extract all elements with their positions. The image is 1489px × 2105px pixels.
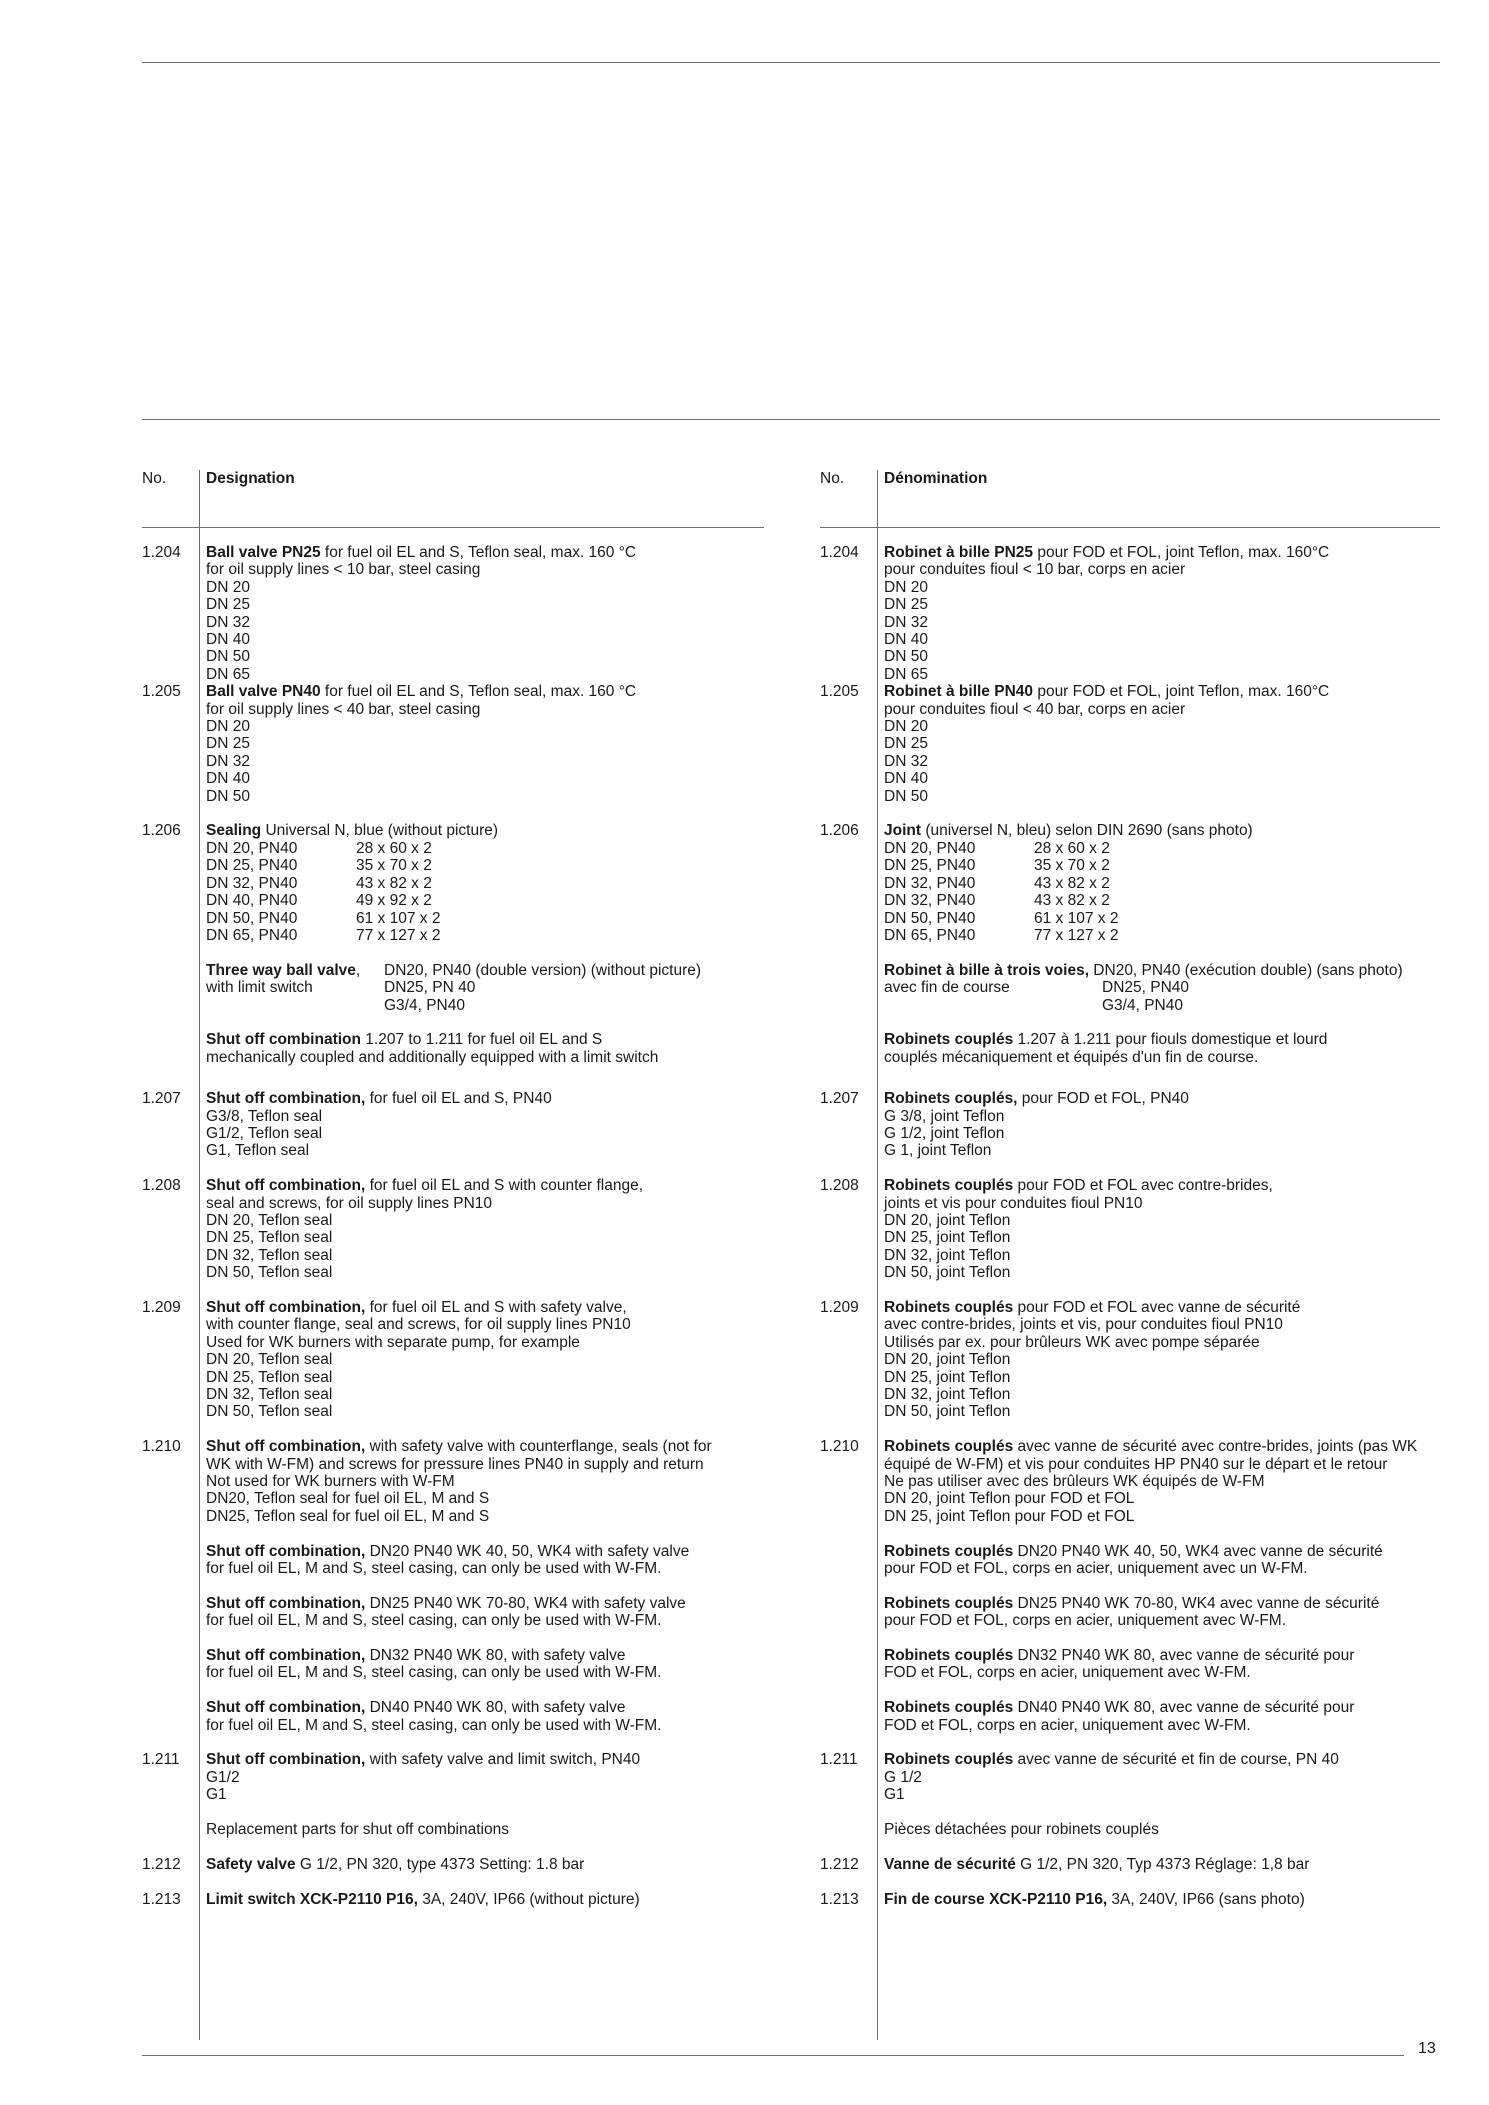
item-desc: pour FOD et FOL avec contre-brides,	[1013, 1177, 1273, 1195]
item-line: pour FOD et FOL, corps en acier, uniquement avec W-FM.	[884, 1612, 1287, 1630]
item-number: 1.206	[142, 822, 181, 840]
item-number: 1.210	[142, 1438, 181, 1456]
three-way-title: Robinet à bille à trois voies,	[884, 961, 1089, 979]
item-line: G3/8, Teflon seal	[206, 1107, 323, 1125]
item-title-line	[206, 822, 764, 839]
three-way-title-cell	[206, 962, 384, 979]
section-rule	[142, 419, 1440, 420]
table-header	[820, 466, 1440, 528]
seal-row	[884, 927, 1440, 944]
item-title-line	[884, 1751, 1440, 1768]
item-line: DN25, Teflon seal for fuel oil EL, M and S	[206, 1507, 490, 1525]
header-no: No.	[820, 470, 845, 487]
item-line: Ne pas utiliser avec des brûleurs WK équipés de W-FM	[884, 1473, 1265, 1491]
item-title: Shut off combination	[206, 1031, 361, 1049]
item-title: Robinets couplés	[884, 1438, 1014, 1456]
dn-line: DN 20	[884, 718, 928, 736]
item-desc: with safety valve with counterflange, seals (not for	[365, 1438, 712, 1456]
three-way-variant: DN20, PN40 (exécution double) (sans photo)	[1089, 961, 1403, 979]
item-1209	[820, 1299, 1440, 1421]
seal-row	[206, 840, 764, 857]
three-way-title: Three way ball valve	[206, 961, 356, 979]
item-desc: for fuel oil EL and S with safety valve,	[365, 1298, 627, 1316]
three-way-variant: DN20, PN40 (double version) (without picture)	[384, 961, 702, 979]
item-1210	[142, 1438, 764, 1525]
item-desc: DN20 PN40 WK 40, 50, WK4 with safety valve	[365, 1542, 690, 1560]
item-line: mechanically coupled and additionally equipped with a limit switch	[206, 1048, 659, 1066]
item-title-line	[206, 1177, 764, 1194]
seal-row	[884, 857, 1440, 874]
item-title: Robinets couplés	[884, 1298, 1014, 1316]
item-title: Robinets couplés	[884, 1177, 1014, 1195]
seal-size: 28 x 60 x 2	[1034, 839, 1110, 857]
item-title: Robinet à bille PN25	[884, 544, 1034, 561]
item-title: Robinets couplés,	[884, 1090, 1018, 1108]
dn-line: DN 25	[206, 735, 250, 753]
item-line: for oil supply lines < 10 bar, steel casing	[206, 561, 481, 579]
dn-line: DN 50	[884, 648, 928, 666]
dn-line: DN 40	[884, 770, 928, 788]
item-number: 1.206	[820, 822, 859, 840]
item-number: 1.209	[142, 1298, 181, 1316]
item-line: DN 20, Teflon seal	[206, 1211, 333, 1229]
seal-row	[206, 875, 764, 892]
dn-line: DN 25	[884, 596, 928, 614]
item-1207	[142, 1090, 764, 1160]
top-rule	[142, 62, 1440, 63]
item-1206	[142, 822, 764, 944]
item-title: Robinets couplés	[884, 1031, 1014, 1049]
item-title: Robinets couplés	[884, 1751, 1014, 1769]
item-title: Robinets couplés	[884, 1647, 1014, 1665]
item-1204	[142, 544, 764, 683]
replacement-parts-heading	[142, 1821, 764, 1838]
item-number: 1.208	[820, 1177, 859, 1195]
item-line: joints et vis pour conduites fioul PN10	[884, 1194, 1143, 1212]
item-line: for fuel oil EL, M and S, steel casing, can only be used with W-FM.	[206, 1612, 662, 1630]
seal-dn: DN 50, PN40	[884, 909, 976, 927]
table-header	[142, 466, 764, 528]
three-way-variant: DN25, PN40	[1102, 979, 1190, 997]
item-1211	[142, 1751, 764, 1803]
item-title: Shut off combination,	[206, 1177, 366, 1195]
item-title: Fin de course XCK-P2110 P16,	[884, 1890, 1108, 1908]
item-number: 1.207	[820, 1090, 859, 1108]
item-title-line	[884, 1891, 1440, 1908]
seal-row	[206, 892, 764, 909]
three-way-sub: avec fin de course	[884, 979, 1010, 997]
item-title-line	[884, 1299, 1440, 1316]
item-line: DN 50, joint Teflon	[884, 1403, 1011, 1421]
item-title: Robinets couplés	[884, 1542, 1014, 1560]
item-title-line	[884, 683, 1440, 700]
item-1205	[142, 683, 764, 805]
item-line: pour conduites fioul < 10 bar, corps en acier	[884, 561, 1186, 579]
shutoff-variant	[142, 1595, 764, 1630]
item-title-line	[884, 1595, 1440, 1612]
item-line: DN 25, joint Teflon pour FOD et FOL	[884, 1507, 1135, 1525]
item-1207	[820, 1090, 1440, 1160]
item-desc: DN40 PN40 WK 80, avec vanne de sécurité pour	[1013, 1699, 1355, 1717]
item-line: DN 20, joint Teflon	[884, 1351, 1011, 1369]
item-number: 1.204	[142, 544, 181, 561]
item-title: Robinet à bille PN40	[884, 683, 1034, 701]
item-line: DN 25, Teflon seal	[206, 1368, 333, 1386]
seal-dn: DN 40, PN40	[206, 892, 298, 910]
item-line: FOD et FOL, corps en acier, uniquement avec W-FM.	[884, 1664, 1251, 1682]
item-line: DN 32, Teflon seal	[206, 1246, 333, 1264]
item-desc: DN25 PN40 WK 70-80, WK4 with safety valve	[365, 1594, 686, 1612]
item-desc: (universel N, bleu) selon DIN 2690 (sans photo)	[921, 822, 1253, 840]
item-title-line	[206, 1031, 764, 1048]
seal-dn: DN 50, PN40	[206, 909, 298, 927]
item-desc: avec vanne de sécurité avec contre-brides, joints (pas WK	[1013, 1438, 1418, 1456]
item-number: 1.208	[142, 1177, 181, 1195]
item-line: DN 25, joint Teflon	[884, 1368, 1011, 1386]
item-title-line	[206, 1438, 764, 1455]
item-line: pour conduites fioul < 40 bar, corps en acier	[884, 700, 1186, 718]
item-line: DN 32, joint Teflon	[884, 1386, 1011, 1404]
item-1210	[820, 1438, 1440, 1525]
seal-size: 77 x 127 x 2	[1034, 926, 1119, 944]
three-way-comma: ,	[355, 961, 361, 979]
item-line: Used for WK burners with separate pump, for example	[206, 1333, 580, 1351]
seal-size: 43 x 82 x 2	[356, 874, 432, 892]
item-desc: 3A, 240V, IP66 (sans photo)	[1107, 1890, 1305, 1908]
seal-size: 35 x 70 x 2	[1034, 857, 1110, 875]
item-line: G1	[206, 1786, 227, 1804]
dn-line: DN 32	[206, 613, 250, 631]
item-line: G1/2, Teflon seal	[206, 1124, 323, 1142]
item-title-line	[206, 1699, 764, 1716]
seal-row	[206, 927, 764, 944]
page-number: 13	[1418, 2040, 1436, 2057]
three-way-sub: with limit switch	[206, 979, 313, 997]
table-body	[820, 528, 1440, 1908]
item-1209	[142, 1299, 764, 1421]
item-line: for fuel oil EL, M and S, steel casing, can only be used with W-FM.	[206, 1560, 662, 1578]
three-way-row	[884, 997, 1440, 1014]
item-line: DN 50, Teflon seal	[206, 1264, 333, 1282]
item-title: Ball valve PN40	[206, 683, 321, 701]
item-title: Shut off combination,	[206, 1438, 366, 1456]
item-title: Shut off combination,	[206, 1751, 366, 1769]
item-desc: pour FOD et FOL, PN40	[1017, 1090, 1189, 1108]
item-title-line	[884, 1177, 1440, 1194]
item-number: 1.212	[820, 1855, 859, 1873]
header-no: No.	[142, 470, 167, 487]
item-number: 1.211	[820, 1751, 858, 1769]
item-title-line	[206, 683, 764, 700]
item-1211	[820, 1751, 1440, 1803]
seal-row	[206, 857, 764, 874]
three-way-row	[206, 997, 764, 1014]
item-desc: DN20 PN40 WK 40, 50, WK4 avec vanne de sécurité	[1013, 1542, 1383, 1560]
item-line: G 1/2, joint Teflon	[884, 1124, 1005, 1142]
shutoff-variant	[820, 1595, 1440, 1630]
dn-line: DN 65	[206, 665, 250, 683]
seal-size: 77 x 127 x 2	[356, 926, 441, 944]
item-line: pour FOD et FOL, corps en acier, uniquement avec un W-FM.	[884, 1560, 1308, 1578]
shutoff-variant	[142, 1647, 764, 1682]
item-number: 1.212	[142, 1855, 181, 1873]
item-desc: for fuel oil EL and S, PN40	[365, 1090, 552, 1108]
item-title-line	[884, 1647, 1440, 1664]
dn-line: DN 50	[206, 787, 250, 805]
replacement-text: Pièces détachées pour robinets couplés	[884, 1821, 1159, 1839]
seal-row	[884, 875, 1440, 892]
item-title: Safety valve	[206, 1855, 296, 1873]
item-title-line	[206, 1299, 764, 1316]
item-line: DN 25, joint Teflon	[884, 1229, 1011, 1247]
item-desc: for fuel oil EL and S, Teflon seal, max. 160 °C	[320, 683, 637, 701]
seal-dn: DN 32, PN40	[884, 874, 976, 892]
item-title-line	[206, 1856, 764, 1873]
item-title-line	[884, 1031, 1440, 1048]
seal-dn: DN 65, PN40	[884, 926, 976, 944]
replacement-parts-heading	[820, 1821, 1440, 1838]
item-number: 1.210	[820, 1438, 859, 1456]
seal-size: 49 x 92 x 2	[356, 892, 432, 910]
item-title-line	[884, 544, 1440, 561]
item-line: for oil supply lines < 40 bar, steel casing	[206, 700, 481, 718]
item-1212	[142, 1856, 764, 1873]
seal-size: 43 x 82 x 2	[1034, 892, 1110, 910]
item-line: DN 32, Teflon seal	[206, 1386, 333, 1404]
seal-dn: DN 32, PN40	[884, 892, 976, 910]
table-body	[142, 528, 764, 1908]
item-title: Vanne de sécurité	[884, 1855, 1016, 1873]
dn-line: DN 50	[206, 648, 250, 666]
dn-line: DN 20	[884, 578, 928, 596]
item-line: G1, Teflon seal	[206, 1142, 310, 1160]
dn-line: DN 32	[884, 752, 928, 770]
seal-size: 43 x 82 x 2	[1034, 874, 1110, 892]
header-designation: Designation	[206, 470, 295, 487]
item-title-line	[206, 1595, 764, 1612]
shutoff-variant	[820, 1647, 1440, 1682]
item-1208	[820, 1177, 1440, 1281]
seal-size: 28 x 60 x 2	[356, 839, 432, 857]
item-line: for fuel oil EL, M and S, steel casing, can only be used with W-FM.	[206, 1664, 662, 1682]
seal-dn: DN 25, PN40	[884, 857, 976, 875]
item-title: Shut off combination,	[206, 1298, 366, 1316]
item-title-line	[206, 544, 764, 561]
french-column	[820, 466, 1440, 1908]
seal-row	[206, 910, 764, 927]
dn-line: DN 25	[884, 735, 928, 753]
item-number: 1.205	[820, 683, 859, 701]
item-1212	[820, 1856, 1440, 1873]
item-desc: G 1/2, PN 320, type 4373 Setting: 1.8 bar	[295, 1855, 585, 1873]
three-way-variant: DN25, PN 40	[384, 979, 476, 997]
item-title: Shut off combination,	[206, 1594, 366, 1612]
item-line: for fuel oil EL, M and S, steel casing, can only be used with W-FM.	[206, 1716, 662, 1734]
item-title: Shut off combination,	[206, 1647, 366, 1665]
seal-dn: DN 25, PN40	[206, 857, 298, 875]
item-title-line	[206, 1090, 764, 1107]
item-number: 1.213	[142, 1890, 181, 1908]
item-line: G1/2	[206, 1768, 240, 1786]
shutoff-variant	[142, 1543, 764, 1578]
item-desc: 3A, 240V, IP66 (without picture)	[417, 1890, 640, 1908]
item-title: Ball valve PN25	[206, 544, 321, 561]
item-title: Joint	[884, 822, 922, 840]
seal-row	[884, 840, 1440, 857]
item-desc: DN32 PN40 WK 80, with safety valve	[365, 1647, 626, 1665]
three-way-variant: G3/4, PN40	[384, 996, 465, 1014]
shutoff-variant	[820, 1543, 1440, 1578]
three-way-valve	[820, 962, 1440, 1014]
seal-dn: DN 20, PN40	[206, 839, 298, 857]
three-way-variant: G3/4, PN40	[1102, 996, 1183, 1014]
item-line: G 3/8, joint Teflon	[884, 1107, 1005, 1125]
item-number: 1.213	[820, 1890, 859, 1908]
item-desc: for fuel oil EL and S, Teflon seal, max. 160 °C	[320, 544, 637, 561]
item-title-line	[884, 1438, 1440, 1455]
item-number: 1.211	[142, 1751, 180, 1769]
item-title: Shut off combination,	[206, 1542, 366, 1560]
shutoff-variant	[820, 1699, 1440, 1734]
item-title-line	[884, 822, 1440, 839]
header-designation: Dénomination	[884, 470, 988, 487]
item-1213	[820, 1891, 1440, 1908]
seal-dn: DN 32, PN40	[206, 874, 298, 892]
item-desc: DN25 PN40 WK 70-80, WK4 avec vanne de sécurité	[1013, 1594, 1380, 1612]
item-desc: G 1/2, PN 320, Typ 4373 Réglage: 1,8 bar	[1015, 1855, 1310, 1873]
item-title: Limit switch XCK-P2110 P16,	[206, 1890, 418, 1908]
item-title: Sealing	[206, 822, 262, 840]
item-line: équipé de W-FM) et vis pour conduites HP PN40 sur le départ et le retour	[884, 1455, 1388, 1473]
item-desc: 1.207 to 1.211 for fuel oil EL and S	[360, 1031, 603, 1049]
item-line: couplés mécaniquement et équipés d'un fin de course.	[884, 1048, 1259, 1066]
item-line: G1	[884, 1786, 905, 1804]
item-line: DN 20, joint Teflon pour FOD et FOL	[884, 1490, 1135, 1508]
item-1213	[142, 1891, 764, 1908]
three-way-row	[206, 979, 764, 996]
replacement-text: Replacement parts for shut off combinations	[206, 1821, 509, 1839]
item-desc: 1.207 à 1.211 pour fiouls domestique et lourd	[1013, 1031, 1328, 1049]
item-desc: pour FOD et FOL, joint Teflon, max. 160°C	[1033, 544, 1330, 561]
item-title-line	[884, 1699, 1440, 1716]
item-number: 1.204	[820, 544, 859, 561]
item-desc: avec vanne de sécurité et fin de course, PN 40	[1013, 1751, 1339, 1769]
item-line: Utilisés par ex. pour brûleurs WK avec pompe séparée	[884, 1333, 1260, 1351]
item-line: G 1, joint Teflon	[884, 1142, 992, 1160]
item-desc: pour FOD et FOL avec vanne de sécurité	[1013, 1298, 1301, 1316]
item-number: 1.209	[820, 1298, 859, 1316]
item-number: 1.205	[142, 683, 181, 701]
item-title-line	[206, 1751, 764, 1768]
item-line: DN 20, joint Teflon	[884, 1211, 1011, 1229]
dn-line: DN 40	[206, 770, 250, 788]
item-line: DN 32, joint Teflon	[884, 1246, 1011, 1264]
three-way-spacer	[884, 997, 1102, 1014]
footer-rule	[142, 2055, 1404, 2056]
dn-line: DN 32	[206, 752, 250, 770]
item-number: 1.207	[142, 1090, 181, 1108]
dn-line: DN 40	[884, 631, 928, 649]
item-title-line	[206, 1543, 764, 1560]
item-desc: pour FOD et FOL, joint Teflon, max. 160°C	[1033, 683, 1330, 701]
dn-line: DN 20	[206, 718, 250, 736]
item-line: DN 50, Teflon seal	[206, 1403, 333, 1421]
item-line: DN20, Teflon seal for fuel oil EL, M and S	[206, 1490, 490, 1508]
seal-dn: DN 20, PN40	[884, 839, 976, 857]
item-title-line	[206, 1647, 764, 1664]
item-title: Robinets couplés	[884, 1594, 1014, 1612]
dn-line: DN 20	[206, 578, 250, 596]
seal-size: 61 x 107 x 2	[356, 909, 441, 927]
item-line: G 1/2	[884, 1768, 922, 1786]
three-way-spacer	[206, 997, 384, 1014]
three-way-row	[884, 979, 1440, 996]
english-column	[142, 466, 764, 1908]
item-line: seal and screws, for oil supply lines PN10	[206, 1194, 493, 1212]
item-1206	[820, 822, 1440, 944]
seal-size: 61 x 107 x 2	[1034, 909, 1119, 927]
item-line: DN 20, Teflon seal	[206, 1351, 333, 1369]
item-title: Robinets couplés	[884, 1699, 1014, 1717]
item-line: FOD et FOL, corps en acier, uniquement avec W-FM.	[884, 1716, 1251, 1734]
item-title-line	[884, 962, 1440, 979]
three-way-valve	[142, 962, 764, 1014]
item-1205	[820, 683, 1440, 805]
shutoff-variant	[142, 1699, 764, 1734]
item-desc: DN40 PN40 WK 80, with safety valve	[365, 1699, 626, 1717]
three-way-row	[206, 962, 764, 979]
item-desc: for fuel oil EL and S with counter flange,	[365, 1177, 644, 1195]
item-title-line	[884, 1090, 1440, 1107]
item-line: Not used for WK burners with W-FM	[206, 1473, 455, 1491]
seal-size: 35 x 70 x 2	[356, 857, 432, 875]
item-title-line	[206, 1891, 764, 1908]
item-1208	[142, 1177, 764, 1281]
dn-line: DN 32	[884, 613, 928, 631]
item-line: WK with W-FM) and screws for pressure lines PN40 in supply and return	[206, 1455, 704, 1473]
item-line: DN 50, joint Teflon	[884, 1264, 1011, 1282]
item-line: avec contre-brides, joints et vis, pour conduites fioul PN10	[884, 1316, 1283, 1334]
item-line: DN 25, Teflon seal	[206, 1229, 333, 1247]
dn-line: DN 65	[884, 665, 928, 683]
shutoff-intro	[820, 1031, 1440, 1066]
dn-line: DN 25	[206, 596, 250, 614]
item-desc: Universal N, blue (without picture)	[261, 822, 499, 840]
seal-row	[884, 910, 1440, 927]
item-title: Shut off combination,	[206, 1090, 366, 1108]
item-line: with counter flange, seal and screws, for oil supply lines PN10	[206, 1316, 631, 1334]
dn-line: DN 50	[884, 787, 928, 805]
seal-row	[884, 892, 1440, 909]
item-desc: DN32 PN40 WK 80, avec vanne de sécurité pour	[1013, 1647, 1355, 1665]
item-title-line	[884, 1856, 1440, 1873]
item-1204	[820, 544, 1440, 683]
seal-dn: DN 65, PN40	[206, 926, 298, 944]
dn-line: DN 40	[206, 631, 250, 649]
shutoff-intro	[142, 1031, 764, 1066]
item-title: Shut off combination,	[206, 1699, 366, 1717]
item-desc: with safety valve and limit switch, PN40	[365, 1751, 641, 1769]
item-title-line	[884, 1543, 1440, 1560]
